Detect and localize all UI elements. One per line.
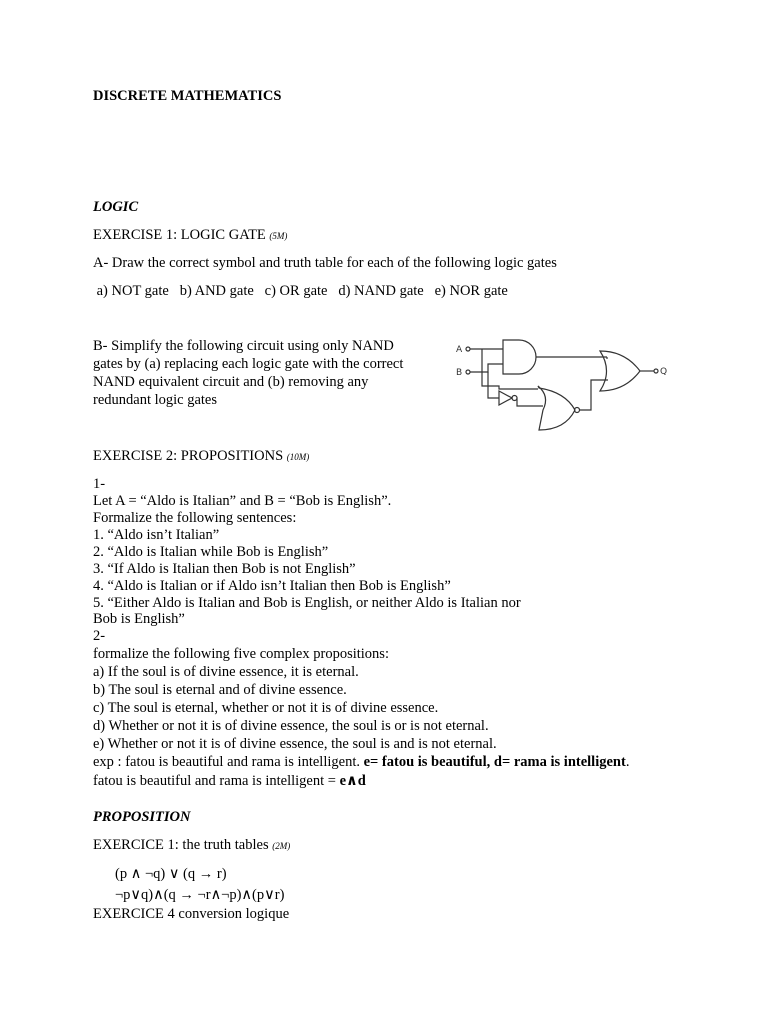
exercise2-title: EXERCISE 2: PROPOSITIONS	[93, 448, 284, 464]
input-a-label: A	[456, 345, 463, 355]
example-prefix: exp : fatou is beautiful and rama is intelligent.	[93, 754, 364, 770]
exercice1-marks: (2M)	[272, 841, 291, 851]
exercise1-heading	[93, 227, 287, 245]
formula-2: ¬p∨q)∧(q → ¬r∧¬p)∧(p∨r)	[115, 887, 285, 903]
not-gate	[499, 391, 512, 405]
and-gate	[503, 340, 536, 374]
part-a-text: A- Draw the correct symbol and truth table for each of the following logic gates	[93, 255, 557, 271]
input-b-terminal	[466, 370, 470, 374]
part-b-line-3: NAND equivalent circuit and (b) removing any	[93, 374, 369, 390]
example2-bold: e∧d	[339, 773, 366, 789]
ex2-line: c) The soul is eternal, whether or not it is of divine essence.	[93, 700, 439, 716]
example-line-1	[93, 754, 629, 771]
input-a-terminal	[466, 347, 470, 351]
ex2-line: e) Whether or not it is of divine essence, the soul is and is not eternal.	[93, 736, 497, 752]
ex2-line: Let A = “Aldo is Italian” and B = “Bob is English”.	[93, 493, 392, 509]
ex2-line: 1. “Aldo isn’t Italian”	[93, 527, 220, 543]
formula-1: (p ∧ ¬q) ∨ (q → r)	[115, 866, 227, 882]
part-b-line-4: redundant logic gates	[93, 392, 218, 408]
ex2-line: d) Whether or not it is of divine essence, the soul is or is not eternal.	[93, 718, 489, 734]
ex2-line: Bob is English”	[93, 611, 185, 627]
example2-prefix: fatou is beautiful and rama is intelligent =	[93, 773, 340, 789]
ex2-line: 2. “Aldo is Italian while Bob is English”	[93, 544, 329, 560]
section-proposition-heading: PROPOSITION	[93, 809, 191, 825]
gates-list: a) NOT gate b) AND gate c) OR gate d) NAND gate e) NOR gate	[93, 283, 508, 299]
ex2-line: a) If the soul is of divine essence, it is eternal.	[93, 664, 359, 680]
ex2-line: 5. “Either Aldo is Italian and Bob is English, or neither Aldo is Italian nor	[93, 595, 521, 611]
ex2-line: b) The soul is eternal and of divine essence.	[93, 682, 347, 698]
exercise2-marks: (10M)	[286, 452, 310, 462]
example-suffix: .	[625, 754, 630, 770]
ex2-line: formalize the following five complex propositions:	[93, 646, 389, 662]
exercice4-heading: EXERCICE 4 conversion logique	[93, 906, 290, 922]
exercise1-marks: (5M)	[269, 231, 288, 241]
output-q-terminal	[654, 369, 658, 373]
exercise2-heading	[93, 448, 309, 466]
ex2-line: 2-	[93, 628, 106, 644]
ex2-line: 1-	[93, 476, 106, 492]
nor-gate	[538, 386, 575, 430]
example-line-2	[93, 773, 366, 790]
output-q-label: Q	[660, 367, 668, 377]
exercice1-title: EXERCICE 1: the truth tables	[93, 837, 269, 853]
section-logic-heading: LOGIC	[93, 199, 139, 215]
exercise1-title: EXERCISE 1: LOGIC GATE	[93, 227, 266, 243]
ex2-line: 4. “Aldo is Italian or if Aldo isn’t Italian then Bob is English”	[93, 578, 451, 594]
document-title: DISCRETE MATHEMATICS	[93, 88, 282, 104]
logic-circuit-diagram	[455, 334, 670, 434]
ex2-line: Formalize the following sentences:	[93, 510, 297, 526]
part-b-line-2: gates by (a) replacing each logic gate with the correct	[93, 356, 404, 372]
exercice1-heading	[93, 837, 290, 855]
input-b-label: B	[456, 368, 463, 378]
part-b-line-1: B- Simplify the following circuit using only NAND	[93, 338, 394, 354]
ex2-line: 3. “If Aldo is Italian then Bob is not English”	[93, 561, 356, 577]
example-bold: e= fatou is beautiful, d= rama is intelligent	[363, 754, 626, 770]
